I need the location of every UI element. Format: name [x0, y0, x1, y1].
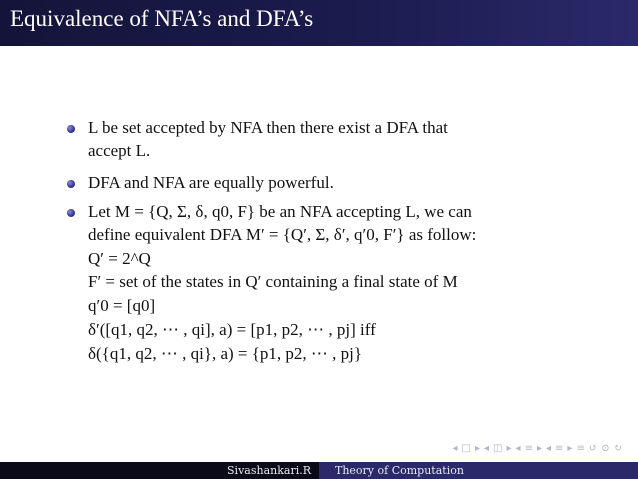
- bullet-3-line-2: define equivalent DFA M′ = {Q′, Σ, δ′, q′0, F′} as follow:: [88, 225, 477, 244]
- bullet-3-line-3: Q′ = 2^Q: [88, 249, 151, 268]
- slide-footer: [0, 462, 638, 479]
- nav-prev-icon[interactable]: ◂: [545, 442, 552, 454]
- footer-author: Sivashankari.R: [0, 462, 319, 479]
- bullet-3-line-7: δ({q1, q2, ⋯ , qi}, a) = {p1, p2, ⋯ , pj}: [88, 344, 363, 363]
- bullet-icon: [67, 209, 75, 217]
- nav-prev-subsection-icon[interactable]: ◂: [484, 442, 490, 454]
- nav-frame-icon[interactable]: □: [461, 442, 471, 454]
- bullet-2-line-1: DFA and NFA are equally powerful.: [88, 173, 334, 192]
- slide-title: Equivalence of NFA’s and DFA’s: [10, 6, 314, 31]
- beamer-navigation: [432, 441, 622, 455]
- nav-next-frame-icon[interactable]: ▸: [474, 442, 481, 454]
- bullet-3-line-4: F′ = set of the states in Q′ containing a final state of M: [88, 272, 458, 291]
- nav-next-subsection-icon[interactable]: ▸: [506, 442, 512, 454]
- nav-section-icon[interactable]: ≡: [524, 442, 533, 454]
- bullet-3-line-5: q′0 = [q0]: [88, 296, 156, 315]
- bullet-1-line-1: L be set accepted by NFA then there exist a DFA that: [88, 118, 448, 137]
- nav-prev-frame-icon[interactable]: ◂: [452, 442, 458, 454]
- nav-back-icon[interactable]: ↺: [588, 442, 598, 454]
- nav-document-icon[interactable]: ≡: [555, 442, 564, 454]
- footer-course: Theory of Computation: [319, 462, 638, 479]
- bullet-3-line-1: Let M = {Q, Σ, δ, q0, F} be an NFA accepting L, we can: [88, 202, 472, 221]
- nav-prev-section-icon[interactable]: ◂: [515, 442, 521, 454]
- nav-subsection-icon[interactable]: ◫: [493, 442, 503, 454]
- bullet-3-line-6: δ′([q1, q2, ⋯ , qi], a) = [p1, p2, ⋯ , pj] iff: [88, 320, 376, 339]
- bullet-icon: [67, 180, 75, 188]
- nav-toc-icon[interactable]: ≡: [576, 442, 585, 454]
- nav-next-section-icon[interactable]: ▸: [536, 442, 542, 454]
- bullet-icon: [67, 125, 75, 133]
- nav-forward-icon[interactable]: ↻: [613, 442, 622, 454]
- nav-search-icon[interactable]: ⊙: [601, 442, 610, 454]
- bullet-1-line-2: accept L.: [88, 141, 151, 160]
- nav-next-icon[interactable]: ▸: [567, 442, 573, 454]
